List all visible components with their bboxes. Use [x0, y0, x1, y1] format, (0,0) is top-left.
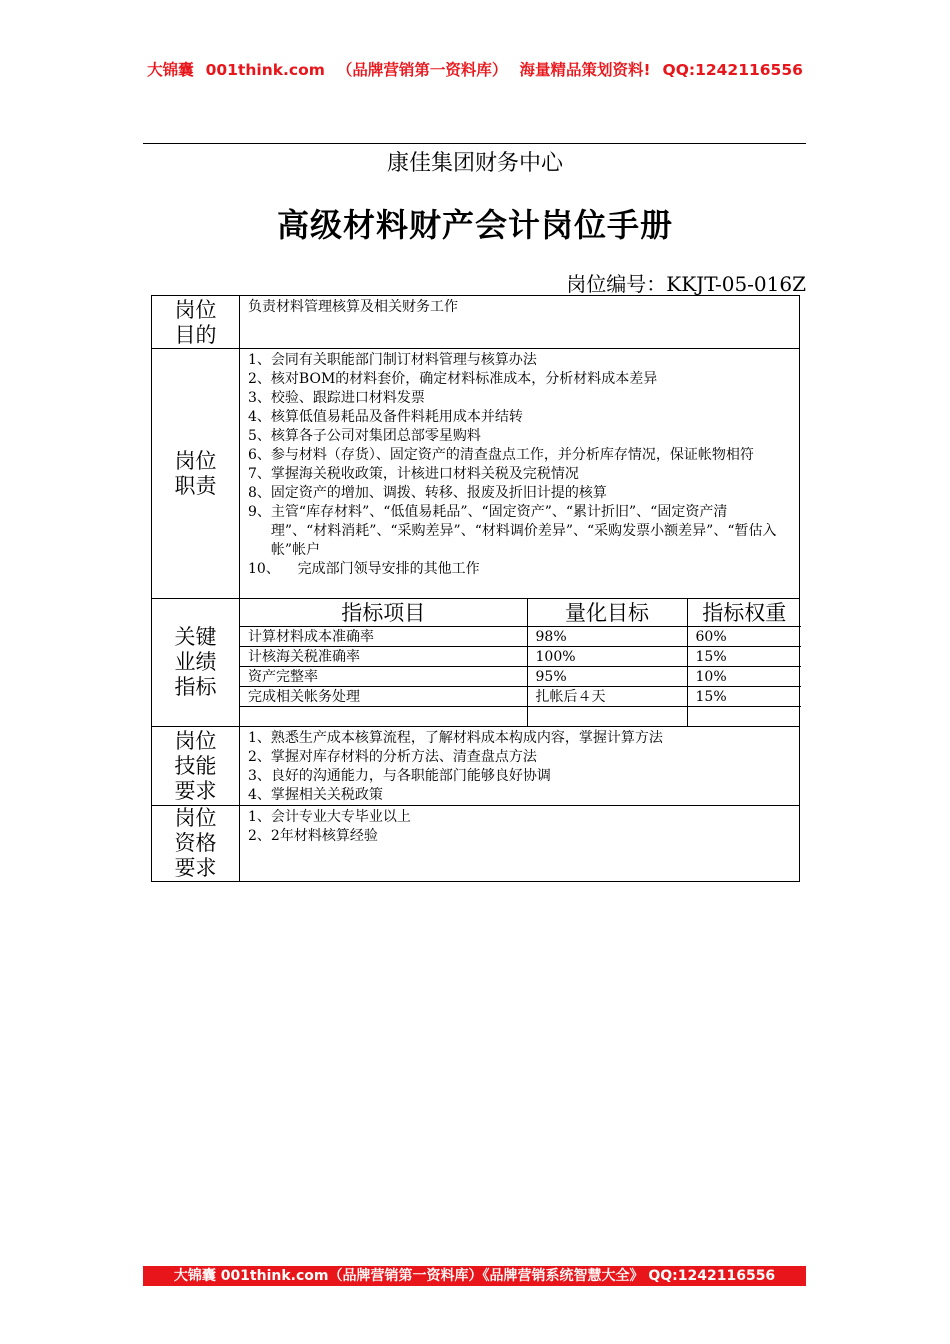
list-item-text: 良好的沟通能力，与各职能部门能够良好协调 — [270, 768, 551, 784]
kpi-content-cell — [240, 599, 800, 727]
header-banner — [0, 58, 950, 80]
qualifications-label-cell — [152, 806, 240, 882]
list-item — [248, 351, 777, 370]
list-item-text: 熟悉生产成本核算流程，了解材料成本构成内容，掌握计算方法 — [270, 730, 663, 746]
list-item — [248, 808, 791, 827]
header-qq: QQ:1242116556 — [662, 61, 803, 79]
list-item-number: 1、 — [248, 352, 271, 368]
skills-label: 岗位技能要求 — [174, 728, 217, 803]
duties-row — [152, 349, 800, 599]
list-item-number: 10、 — [248, 561, 298, 577]
list-item-text: 2年材料核算经验 — [270, 828, 378, 844]
post-number: 岗位编号：KKJT-05-016Z — [566, 272, 806, 296]
kpi-target: 98% — [527, 627, 687, 647]
organization-name: 康佳集团财务中心 — [386, 151, 563, 176]
kpi-header-target: 量化目标 — [527, 599, 687, 627]
list-item-number: 4、 — [248, 409, 271, 425]
kpi-target: 100% — [527, 647, 687, 667]
list-item-text: 参与材料（存货）、固定资产的清查盘点工作，并分析库存情况，保证帐物相符 — [270, 447, 754, 463]
kpi-row-empty — [240, 707, 801, 727]
duties-label-cell — [152, 349, 240, 599]
list-item — [248, 427, 777, 446]
list-item-number: 6、 — [248, 447, 271, 463]
header-brand: 大锦囊 — [147, 61, 194, 79]
list-item — [248, 484, 777, 503]
list-item-number: 5、 — [248, 428, 271, 444]
job-manual-table — [151, 295, 800, 882]
duties-label: 岗位职责 — [174, 448, 217, 498]
kpi-row-1 — [240, 627, 801, 647]
list-item — [248, 748, 791, 767]
list-item — [248, 827, 791, 846]
purpose-row — [152, 296, 800, 349]
kpi-header-item: 指标项目 — [240, 599, 527, 627]
kpi-label: 关键业绩指标 — [174, 625, 217, 699]
kpi-item: 计算材料成本准确率 — [240, 627, 527, 647]
list-item — [248, 389, 777, 408]
purpose-content-cell — [240, 296, 800, 349]
skills-label-cell — [152, 727, 240, 806]
kpi-header-row — [240, 599, 801, 627]
skills-content-cell — [240, 727, 800, 806]
kpi-target: 95% — [527, 667, 687, 687]
kpi-item: 资产完整率 — [240, 667, 527, 687]
list-item-number: 3、 — [248, 390, 271, 406]
kpi-weight: 10% — [687, 667, 801, 687]
list-item-number: 1、 — [248, 809, 271, 825]
list-item — [248, 465, 777, 484]
list-item-text: 固定资产的增加、调拨、转移、报废及折旧计提的核算 — [270, 485, 607, 501]
kpi-row-4 — [240, 687, 801, 707]
header-site[interactable]: 001think.com — [205, 61, 325, 79]
kpi-weight-empty — [687, 707, 801, 727]
list-item-number: 2、 — [248, 749, 271, 765]
list-item-number: 8、 — [248, 485, 271, 501]
kpi-weight: 15% — [687, 647, 801, 667]
list-item — [248, 560, 777, 579]
skills-row — [152, 727, 800, 806]
list-item-text: 核算低值易耗品及备件料耗用成本并结转 — [270, 409, 523, 425]
kpi-row — [152, 599, 800, 727]
list-item-number: 4、 — [248, 787, 271, 803]
kpi-weight: 60% — [687, 627, 801, 647]
list-item-text: 完成部门领导安排的其他工作 — [297, 561, 480, 577]
footer-banner: 大锦囊 001think.com（品牌营销第一资料库）《品牌营销系统智慧大全》 QQ:1242116556 — [143, 1266, 806, 1286]
list-item-text: 核算各子公司对集团总部零星购料 — [270, 428, 481, 444]
kpi-header-weight: 指标权重 — [687, 599, 801, 627]
qualifications-label: 岗位资格要求 — [174, 806, 217, 880]
list-item-number: 2、 — [248, 371, 271, 387]
list-item — [248, 503, 777, 560]
qualifications-list — [240, 806, 799, 846]
header-divider — [143, 143, 806, 144]
list-item-text: 掌握对库存材料的分析方法、清查盘点方法 — [270, 749, 537, 765]
kpi-row-2 — [240, 647, 801, 667]
kpi-weight: 15% — [687, 687, 801, 707]
kpi-item: 计核海关税准确率 — [240, 647, 527, 667]
purpose-label: 岗位目的 — [174, 298, 217, 347]
list-item — [248, 786, 791, 805]
header-slogan: 海量精品策划资料! — [519, 61, 651, 79]
kpi-item: 完成相关帐务处理 — [240, 687, 527, 707]
list-item — [248, 767, 791, 786]
list-item-text: 掌握海关税收政策，计核进口材料关税及完税情况 — [270, 466, 579, 482]
header-tagline: （品牌营销第一资料库） — [336, 61, 508, 79]
kpi-label-cell — [152, 599, 240, 727]
list-item-number: 1、 — [248, 730, 271, 746]
list-item-text: 掌握相关关税政策 — [270, 787, 383, 803]
kpi-item-empty — [240, 707, 527, 727]
duties-content-cell — [240, 349, 800, 599]
list-item-text: 会同有关职能部门制订材料管理与核算办法 — [270, 352, 537, 368]
list-item — [248, 446, 777, 465]
list-item-text: 校验、跟踪进口材料发票 — [270, 390, 425, 406]
list-item-number: 9、 — [248, 504, 271, 520]
kpi-target-empty — [527, 707, 687, 727]
qualifications-content-cell — [240, 806, 800, 882]
list-item-text: 会计专业大专毕业以上 — [270, 809, 411, 825]
kpi-target: 扎帐后４天 — [527, 687, 687, 707]
list-item-number: 7、 — [248, 466, 271, 482]
kpi-row-3 — [240, 667, 801, 687]
list-item-number: 3、 — [248, 768, 271, 784]
list-item — [248, 370, 777, 389]
skills-list — [240, 727, 799, 805]
qualifications-row — [152, 806, 800, 882]
purpose-text: 负责材料管理核算及相关财务工作 — [248, 299, 458, 315]
list-item-text: 核对BOM的材料套价，确定材料标准成本，分析材料成本差异 — [270, 371, 658, 387]
list-item-text: 主管“库存材料”、“低值易耗品”、“固定资产”、“累计折旧”、“固定资产清理”、“材料消耗”、“采购差异”、“材料调价差异”、“采购发票小额差异”、“暂估入帐”帐户 — [270, 504, 777, 558]
list-item-number: 2、 — [248, 828, 271, 844]
list-item — [248, 729, 791, 748]
document-title: 高级材料财产会计岗位手册 — [276, 206, 673, 244]
purpose-label-cell — [152, 296, 240, 349]
kpi-table — [240, 599, 801, 726]
duties-list — [240, 349, 799, 579]
list-item — [248, 408, 777, 427]
